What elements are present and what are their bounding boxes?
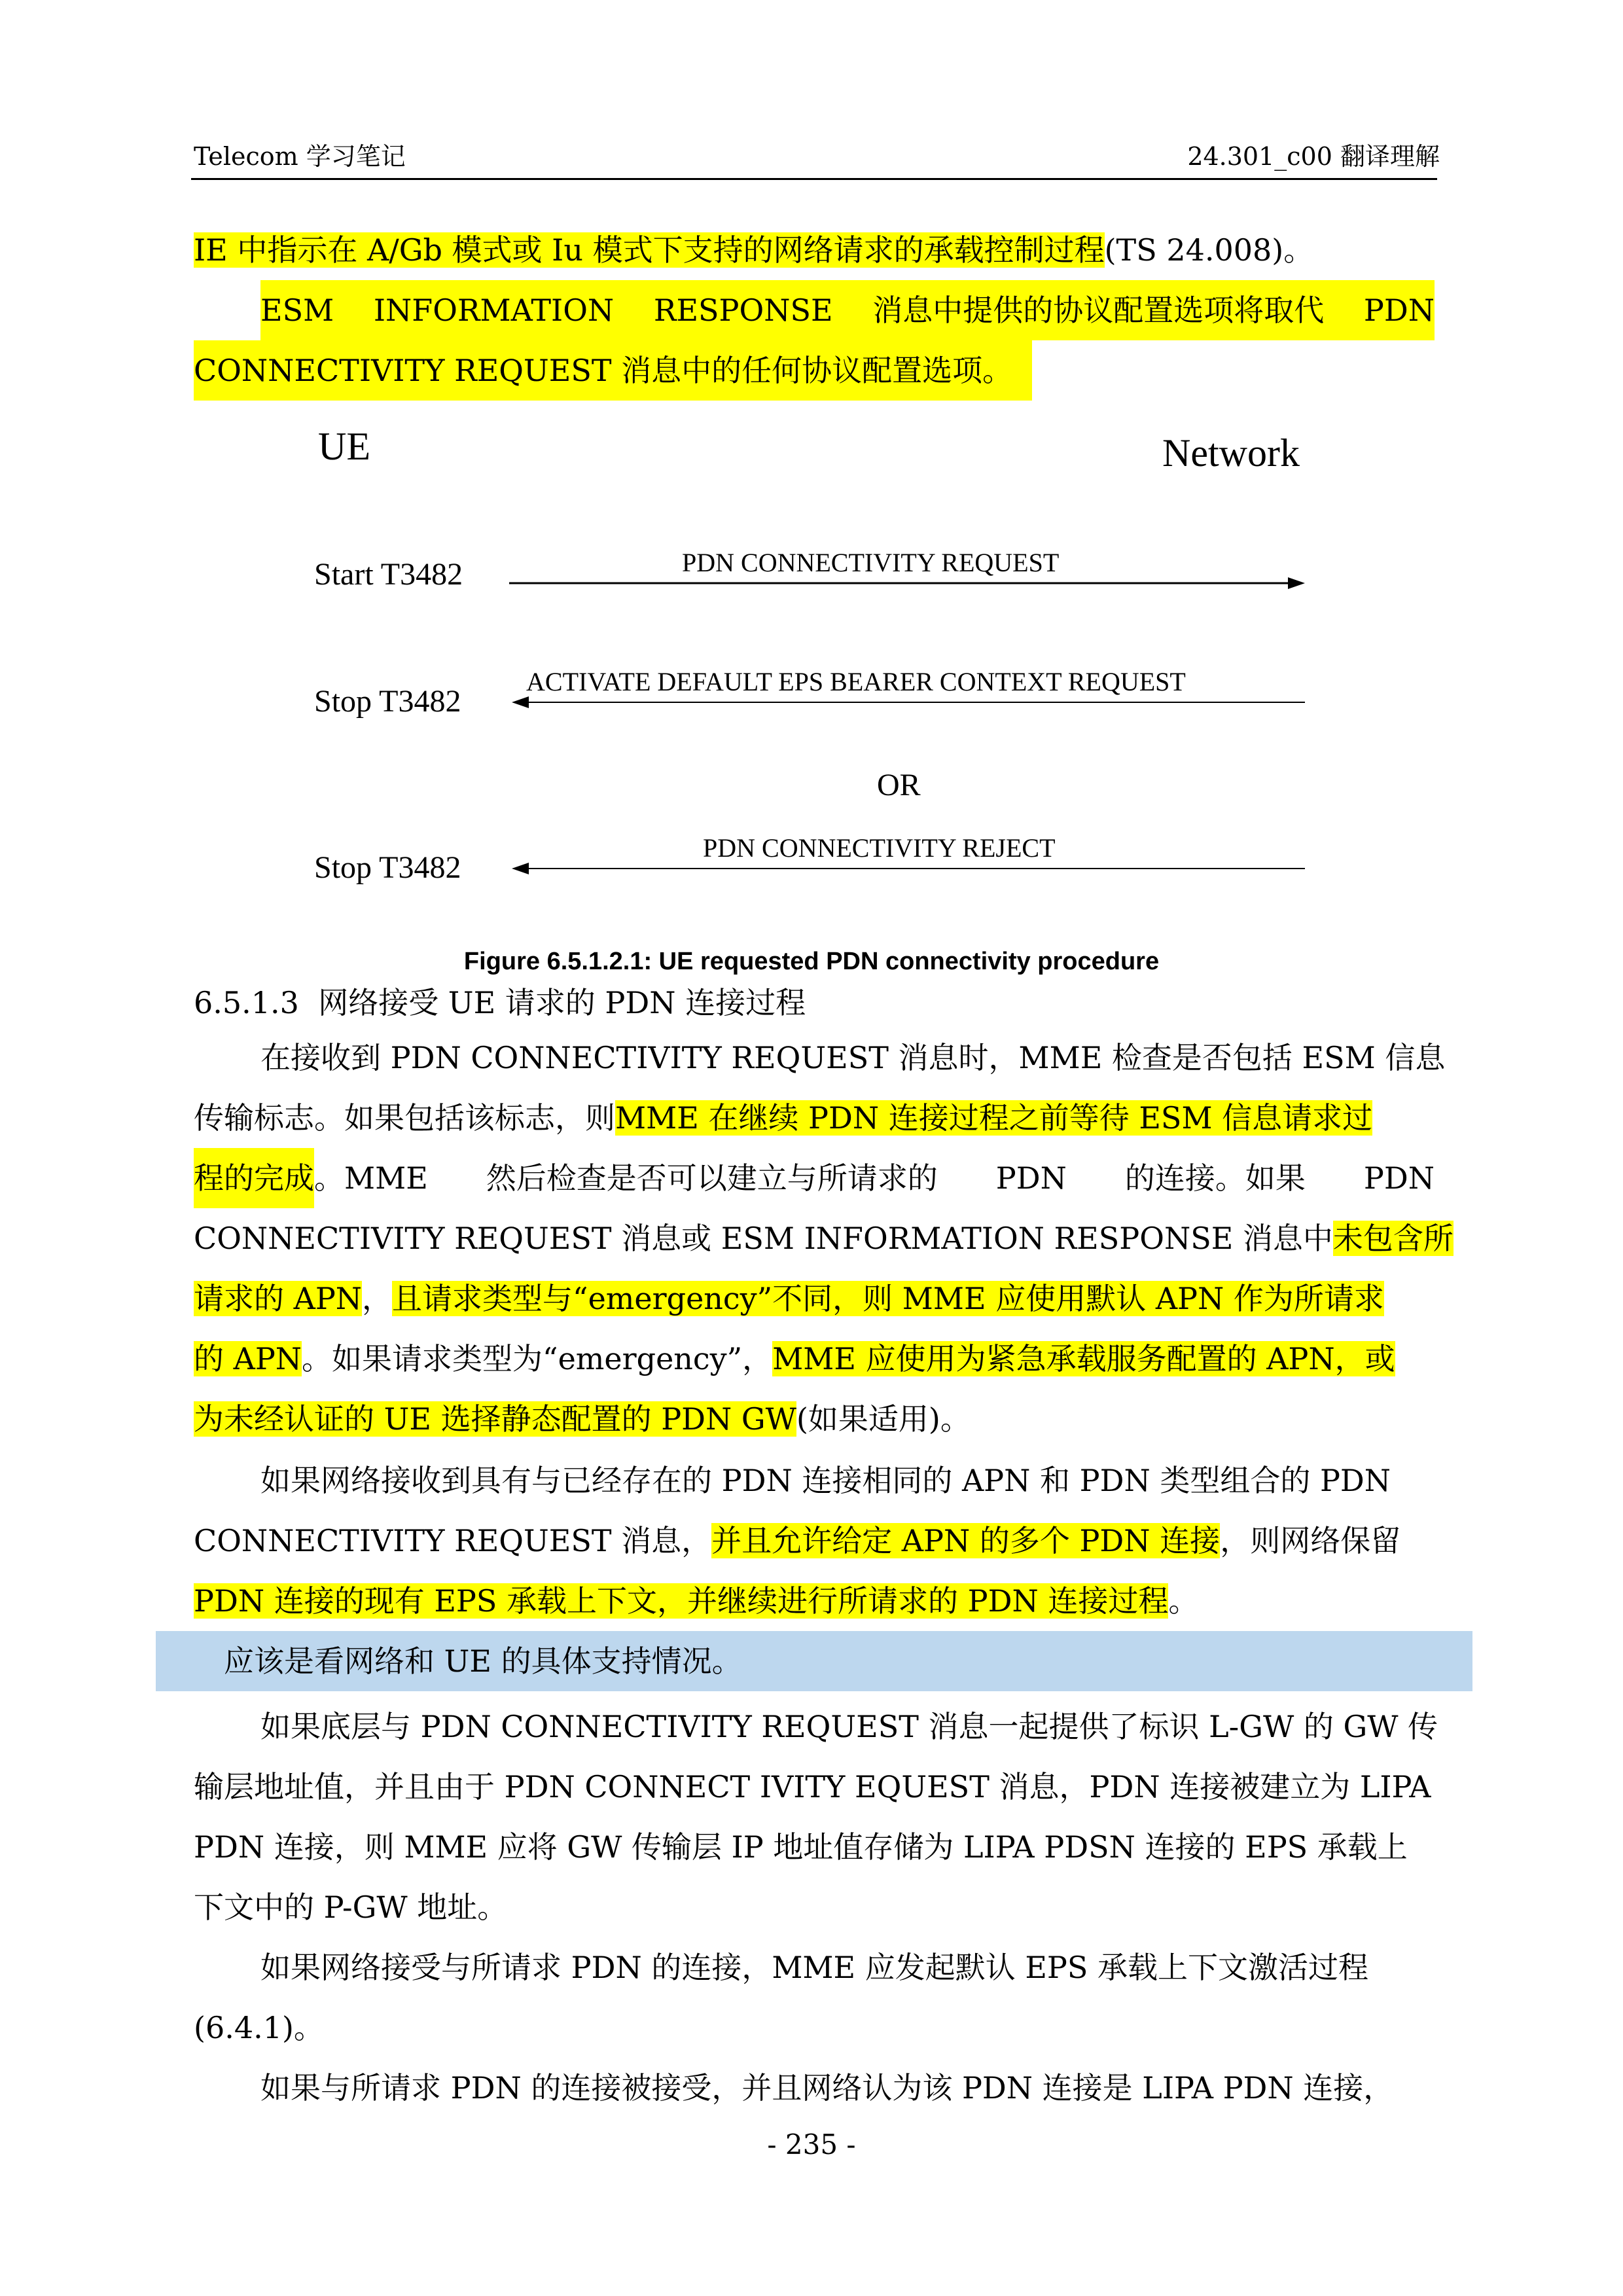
p1-line-3 (194, 1148, 1435, 1208)
p1-word: PDN (995, 1160, 1067, 1196)
p1-text: ， (362, 1281, 393, 1316)
p2-text: CONNECTIVITY REQUEST 消息， (194, 1523, 712, 1558)
intro-word: ESM (260, 293, 334, 328)
p4-line-1: 如果网络接受与所请求 PDN 的连接，MME 应发起默认 EPS 承载上下文激活过程 (260, 1950, 1369, 1985)
ue-label: UE (318, 425, 370, 468)
comment-box (156, 1631, 1472, 1691)
highlight: MME 应使用为紧急承载服务配置的 APN，或 (772, 1341, 1395, 1376)
p2-text: ，则网络保留 (1220, 1523, 1401, 1558)
p2-line-1: 如果网络接收到具有与已经存在的 PDN 连接相同的 APN 和 PDN 类型组合的 PDN (260, 1463, 1391, 1498)
p1-word: 的连接。如果 (1124, 1160, 1306, 1196)
p5-line-1: 如果与所请求 PDN 的连接被接受，并且网络认为该 PDN 连接是 LIPA PDN 连接， (260, 2070, 1394, 2106)
p1-line-7 (194, 1389, 1435, 1449)
p1-word: 然后检查是否可以建立与所请求的 (486, 1160, 938, 1196)
highlight: 为未经认证的 UE 选择静态配置的 PDN GW (194, 1401, 796, 1437)
p1-text: 。如果请求类型为“emergency”， (302, 1341, 773, 1376)
highlight: 程的完成 (194, 1148, 314, 1208)
p1-line-5 (194, 1268, 1435, 1329)
header-left: Telecom 学习笔记 (194, 142, 406, 171)
p1-line-6 (194, 1329, 1435, 1389)
page-number: - 235 - (767, 2128, 856, 2161)
highlight: 并且允许给定 APN 的多个 PDN 连接 (711, 1523, 1221, 1558)
intro-line-1-tail: (TS 24.008)。 (1104, 232, 1314, 268)
p1-line-4 (194, 1208, 1454, 1268)
highlight: PDN 连接的现有 EPS 承载上下文，并继续进行所请求的 PDN 连接过程 (194, 1583, 1169, 1619)
or-label: OR (877, 768, 921, 802)
p1-word: PDN (1363, 1160, 1435, 1196)
message-label: ACTIVATE DEFAULT EPS BEARER CONTEXT REQUEST (526, 667, 1186, 696)
arrow-request (509, 577, 1305, 589)
highlight: 未包含所 (1332, 1221, 1454, 1256)
timer-label: Stop T3482 (314, 684, 461, 719)
p1-line-1: 在接收到 PDN CONNECTIVITY REQUEST 消息时，MME 检查是否包括 ESM 信息 (260, 1040, 1446, 1075)
p2-line-3 (194, 1571, 1435, 1631)
p4-line-2: (6.4.1)。 (194, 2010, 324, 2045)
p1-word: 。MME (314, 1160, 428, 1196)
intro-word: RESPONSE (653, 293, 833, 328)
highlight: 请求的 APN (194, 1281, 363, 1316)
p3-line-2: 输层地址值，并且由于 PDN CONNECT IVITY EQUEST 消息，PDN 连接被建立为 LIPA (194, 1769, 1431, 1804)
p3-line-1: 如果底层与 PDN CONNECTIVITY REQUEST 消息一起提供了标识 L-GW 的 GW 传 (260, 1709, 1438, 1744)
highlight: MME 在继续 PDN 连接过程之前等待 ESM 信息请求过 (615, 1100, 1373, 1136)
sequence-arrows (0, 0, 1623, 942)
p1-line-2 (194, 1088, 1435, 1148)
message-label: PDN CONNECTIVITY REQUEST (682, 548, 1060, 577)
p1-text: (如果适用)。 (796, 1401, 971, 1437)
highlight: IE 中指示在 A/Gb 模式或 Iu 模式下支持的网络请求的承载控制过程 (194, 232, 1105, 268)
p3-line-4: 下文中的 P-GW 地址。 (194, 1890, 508, 1925)
highlight: CONNECTIVITY REQUEST 消息中的任何协议配置选项。 (194, 340, 1032, 401)
highlight: 的 APN (194, 1341, 302, 1376)
timer-label: Start T3482 (314, 557, 463, 592)
header-right: 24.301_c00 翻译理解 (1187, 142, 1440, 171)
timer-label: Stop T3482 (314, 850, 461, 885)
p2-line-2 (194, 1511, 1435, 1571)
p2-text: 。 (1168, 1583, 1199, 1619)
comment-text: 应该是看网络和 UE 的具体支持情况。 (224, 1643, 742, 1679)
p1-line-3-rest (314, 1148, 1435, 1208)
section-title: 网络接受 UE 请求的 PDN 连接过程 (318, 985, 806, 1020)
p1-text: 传输标志。如果包括该标志，则 (194, 1100, 615, 1136)
intro-word: PDN (1363, 293, 1435, 328)
intro-word: 消息中提供的协议配置选项将取代 (872, 293, 1325, 328)
highlight: 且请求类型与“emergency”不同，则 MME 应使用默认 APN 作为所请求 (392, 1281, 1384, 1316)
section-heading (194, 978, 806, 1028)
figure-caption: Figure 6.5.1.2.1: UE requested PDN connectivity procedure (463, 948, 1160, 975)
arrow-reject (512, 863, 1305, 874)
arrow-activate (512, 696, 1305, 708)
message-label: PDN CONNECTIVITY REJECT (703, 833, 1056, 863)
p3-line-3: PDN 连接，则 MME 应将 GW 传输层 IP 地址值存储为 LIPA PDSN 连接的 EPS 承载上 (194, 1829, 1408, 1865)
intro-word: INFORMATION (373, 293, 615, 328)
network-label: Network (1162, 431, 1300, 475)
p1-text: CONNECTIVITY REQUEST 消息或 ESM INFORMATION RESPONSE 消息中 (194, 1221, 1333, 1256)
section-number: 6.5.1.3 (194, 985, 299, 1020)
